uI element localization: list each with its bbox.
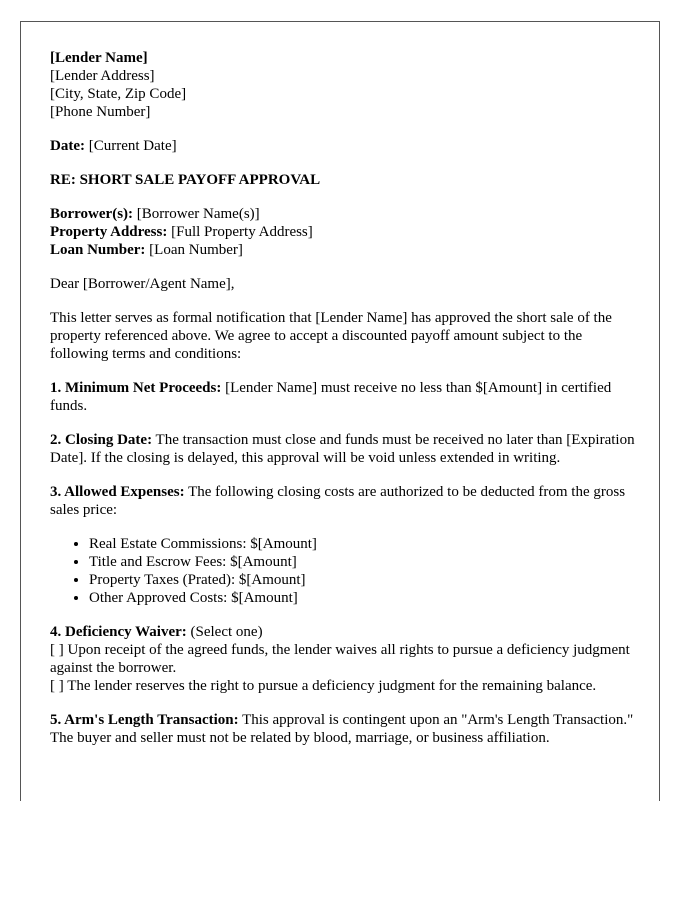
term-2-label: 2. Closing Date: [50,432,153,448]
list-item: • Real Estate Commissions: $[Amount] [89,535,640,553]
borrower-label: Borrower(s): [50,206,134,222]
date-label: Date: [50,138,85,154]
date-value: [Current Date] [84,138,177,154]
term-3-text: The following closing costs are authorized to be deducted from the gross sales price: [50,484,626,518]
property-label: Property Address: [50,224,168,240]
term-minimum-net-proceeds [50,379,640,415]
term-1-label: 1. Minimum Net Proceeds: [50,380,222,396]
term-5-label: 5. Arm's Length Transaction: [50,712,239,728]
property-value: [Full Property Address] [167,224,313,240]
lender-city-state-zip: [City, State, Zip Code] [50,86,187,102]
salutation: Dear [Borrower/Agent Name], [50,276,235,292]
property-line [50,223,640,241]
borrower-value: [Borrower Name(s)] [133,206,260,222]
allowed-expenses-list [50,535,640,607]
lender-address: [Lender Address] [50,68,155,84]
term-3-label: 3. Allowed Expenses: [50,484,185,500]
term-closing-date [50,431,640,467]
intro-paragraph: This letter serves as formal notification that [Lender Name] has approved the short sale of the property referenced above. We agree to accept a discounted payoff amount subject to the following terms and conditions: [50,310,612,362]
list-item: • Other Approved Costs: $[Amount] [89,589,640,607]
date-line [50,137,640,155]
term-5-text: This approval is contingent upon an "Arm's Length Transaction." The buyer and seller must not be related by blood, marriage, or business affiliation. [50,712,634,746]
list-item: • Title and Escrow Fees: $[Amount] [89,553,640,571]
lender-phone: [Phone Number] [50,104,151,120]
loan-details [50,205,640,259]
waiver-option-2: [ ] The lender reserves the right to pursue a deficiency judgment for the remaining balance. [50,678,597,694]
loan-number-label: Loan Number: [50,242,146,258]
lender-name: [Lender Name] [50,50,148,66]
term-deficiency-waiver [50,623,640,695]
subject-line [50,171,640,189]
term-4-heading [50,623,640,641]
term-2-text: The transaction must close and funds must be received no later than [Expiration Date]. If the closing is delayed, this approval will be void unless extended in writing. [50,432,635,466]
lender-header [50,49,640,121]
term-4-text: (Select one) [186,624,263,640]
loan-number-value: [Loan Number] [145,242,243,258]
term-allowed-expenses [50,483,640,519]
letter-content [50,49,640,763]
borrower-line [50,205,640,223]
term-arms-length-transaction [50,711,640,747]
subject-text: RE: SHORT SALE PAYOFF APPROVAL [50,172,321,188]
term-4-label: 4. Deficiency Waiver: [50,624,187,640]
term-1-text: [Lender Name] must receive no less than $[Amount] in certified funds. [50,380,612,414]
letter-page [20,21,660,801]
waiver-option-1: [ ] Upon receipt of the agreed funds, the lender waives all rights to pursue a deficiency judgment against the borrower. [50,642,630,676]
loan-number-line [50,241,640,259]
list-item: • Property Taxes (Prated): $[Amount] [89,571,640,589]
